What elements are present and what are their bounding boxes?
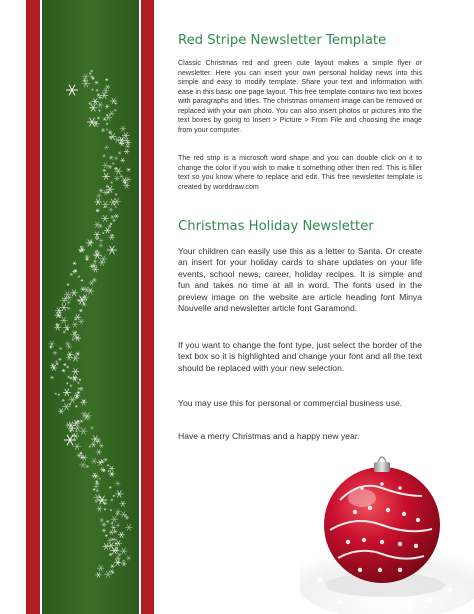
section2-title: Christmas Holiday Newsletter (178, 219, 374, 234)
section1-paragraph-1: Classic Christmas red and green cute layout makes a simple flyer or newsletter. Here you can insert your own personal holiday news into this simple and easy to modify template. Share your text and information with ease in this basic one page layout. This free template contains two text boxes with paragraphs and titles. The christmas ornament image can be removed or replaced with your own photo. You can also insert photos or pictures into the text boxes by going to Insert > Picture > From File and choosing the image from your computer. (178, 59, 422, 134)
section2-paragraph-3: You may use this for personal or commercial business use. (178, 398, 403, 408)
section1-title: Red Stripe Newsletter Template (178, 33, 387, 48)
section1-paragraph-2: The red strip is a microsoft word shape and you can double click on it to change the color if you wish to make it something other then red. This is filler text so you know where to replace and edit. This free newsletter template is created by worddraw.com (178, 154, 422, 191)
snowflake-swirl-icon (42, 0, 139, 614)
section2-paragraph-2: If you want to change the font type, just select the border of the text box so it is highlighted and change your font and all the text should be replaced with your new selection. (178, 340, 422, 373)
christmas-ornament-icon (300, 430, 474, 614)
red-stripe-left (26, 0, 40, 614)
decorative-stripe (26, 0, 154, 614)
section2-paragraph-4: Have a merry Christmas and a happy new year. (178, 431, 360, 441)
section2-paragraph-1: Your children can easily use this as a letter to Santa. Or create an insert for your holiday cards to share updates on your life events, school news, career, holiday recipes. It is simple and fun and takes no time at all in word. The fonts used in the preview image on the website are article heading font Minya Nouvelle and newsletter article font Garamond. (178, 246, 422, 314)
red-stripe-right (141, 0, 154, 614)
